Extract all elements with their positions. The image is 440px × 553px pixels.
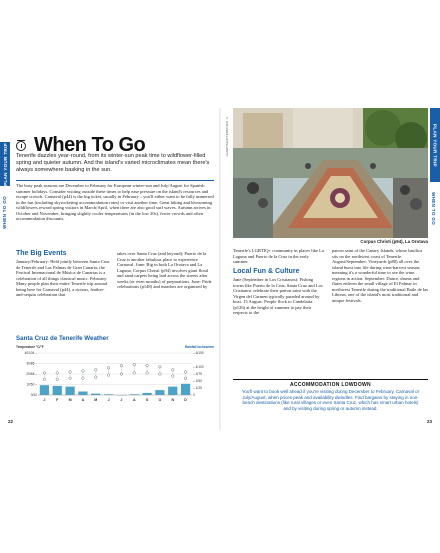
page-number-right: 23 <box>427 419 433 424</box>
temp-high-point <box>43 372 46 375</box>
rain-tick-label: – 4/100 <box>193 365 204 370</box>
temp-low-point <box>146 372 149 375</box>
rainfall-bar <box>155 390 164 395</box>
stopwatch-icon <box>16 139 29 152</box>
temp-high-point <box>120 364 123 367</box>
temp-tick-label: 30/86 – <box>26 361 37 366</box>
temp-low-point <box>82 377 85 380</box>
when-to-go-side-label: WHEN TO GO <box>2 196 7 230</box>
temp-high-point <box>159 365 162 368</box>
big-events-col2: takes over Santa Cruz (and beyond); Puerto de la Cruz is another fabulous place to experience Carnaval. June: Big in both La Orotava and La Laguna, Corpus Christi (p94) involves giant floral and sand carpets being laid across the streets after weeks (or even months) of preparations. June: Pride celebrations (p148) and marches are organised by <box>117 251 212 290</box>
temp-high-point <box>133 363 136 366</box>
local-fun-heading: Local Fun & Culture <box>233 268 300 275</box>
rainfall-bar <box>53 386 62 395</box>
rainfall-bar <box>40 385 49 395</box>
left-page <box>0 108 219 430</box>
temp-low-point <box>159 373 162 376</box>
intro-paragraph: The busy peak seasons are December to February for European winter-sun and July/August for Spanish summer holidays. Consider visiting outside these times to help ease pressure on the island's resources and escape crowds. Carnaval (p44) is the big ticket, usually in February – you'll either want to be fully immersed in the fun (including skyrocketing accommodation rates) or visit another time. Great hiking and blossoming wildflowers reward spring visitors in March/April, when there are also good surf waves. Autumn arrives in October and November, bringing slightly cooler temperatures (in the low 20s), fewer crowds and often accommodation discounts. <box>16 183 214 222</box>
lede-divider <box>16 180 214 181</box>
flower-carpet-illustration <box>233 108 428 238</box>
temp-high-point <box>94 369 97 372</box>
photo-credit: ALAMY/SHUTTERSTOCK © <box>225 116 229 157</box>
rain-tick-label: – 3/75 <box>193 372 202 377</box>
temperature-axis-label: Temperature °C/°F <box>16 345 44 349</box>
corpus-christi-photo <box>233 108 428 238</box>
temp-low-point <box>120 373 123 376</box>
month-tick-label: A <box>81 398 85 402</box>
intro-lede: Tenerife dazzles year-round, from its winter-sun peak time to wildflower-filled spring and quieter autumn. And the island's varied microclimates mean there's always somewhere basking in the sun. <box>16 153 210 173</box>
right-page <box>221 108 440 430</box>
temp-low-point <box>184 377 187 380</box>
photo-caption: Corpus Christi (p94), La Orotava <box>360 239 428 244</box>
local-fun-col1: June (September in Los Cristianos): Fishing towns like Puerto de la Cruz, Santa Cruz and Los Cristianos celebrate their patron saint with the Virgen del Carmen typically paraded around by boat. 15 August: People flock to Candelaria (p126) at the height of summer to pay their respects to the <box>233 277 323 316</box>
accommodation-title: ACCOMMODATION LOWDOWN <box>290 382 371 388</box>
temp-high-point <box>184 371 187 374</box>
temp-low-point <box>43 378 46 381</box>
temp-low-point <box>133 372 136 375</box>
temp-high-point <box>107 366 110 369</box>
month-tick-label: M <box>94 398 98 402</box>
temp-high-point <box>56 372 59 375</box>
local-fun-col2: patron saint of the Canary Islands, whose basilica sits on the northwest coast of Tenerife. August/September: Vineyards (p80) all over the island burst into life during wine-harvest season, meaning it's a wonderful time to see the wine regions in action. September: Dance, drums and flutes enliven the small village of El Palmar in northwest Tenerife during the traditional Baile de las Libreas, one of the island's most traditional and unique festivals. <box>332 248 428 303</box>
temp-tick-label: 0/32 <box>30 393 37 398</box>
month-tick-label: D <box>184 398 187 402</box>
page-title: When To Go <box>34 134 146 156</box>
month-tick-label: S <box>145 398 149 402</box>
month-tick-label: M <box>68 398 72 402</box>
when-to-go-side-label-right: WHEN TO GO <box>431 192 436 226</box>
temp-high-point <box>82 370 85 373</box>
rainfall-bar <box>78 392 87 396</box>
page-number-left: 22 <box>8 419 14 424</box>
guidebook-spread <box>0 108 440 430</box>
temp-low-point <box>56 378 59 381</box>
rainfall-bar <box>168 387 177 395</box>
weather-chart <box>16 343 214 407</box>
weather-chart-svg <box>16 343 214 407</box>
plan-your-trip-tab[interactable]: PLAN YOUR TRIP <box>0 142 10 186</box>
month-tick-label: A <box>132 398 136 402</box>
month-tick-label: N <box>171 398 175 402</box>
rainfall-bar <box>91 394 100 395</box>
accommodation-box <box>233 379 428 417</box>
month-tick-label: J <box>107 398 110 402</box>
temp-high-point <box>69 371 72 374</box>
temp-tick-label: 10/50 – <box>26 382 37 387</box>
month-tick-label: J <box>43 398 46 402</box>
month-tick-label: J <box>120 398 123 402</box>
big-events-heading: The Big Events <box>16 250 67 257</box>
temp-low-point <box>94 376 97 379</box>
pride-continued: Tenerife's LGBTIQ+ community in places like La Laguna and Puerto de la Cruz in the early summer. <box>233 248 324 265</box>
month-tick-label: O <box>158 398 162 402</box>
temp-low-point <box>171 375 174 378</box>
temp-tick-label: 40/104 – <box>24 351 37 356</box>
plan-your-trip-tab-right[interactable]: PLAN YOUR TRIP <box>430 108 440 182</box>
rain-tick-label: 0 <box>193 393 195 398</box>
weather-chart-title: Santa Cruz de Tenerife Weather <box>16 335 109 342</box>
temp-tick-label: 20/68 – <box>26 372 37 377</box>
accommodation-text: You'll want to book well ahead if you're visiting during December to February, Carnaval or July/August, when prices peak and availability dwindles. Find bargains by staying in non-beach destinations (like rural villages or even Santa Cruz, which has smart urban hotels) and by visiting during spring or autumn instead. <box>241 389 420 411</box>
temp-high-point <box>171 369 174 372</box>
rain-tick-label: – 1/25 <box>193 386 202 391</box>
rainfall-bar <box>181 384 190 395</box>
big-events-col1: January/February: Held jointly between Santa Cruz de Tenerife and Las Palmas de Gran Canaria, the Festival Internacional de Música de Canarias is a celebration of all things classical music. February: Many people plan their entire Tenerife trip around being here for Carnaval (p44), a riotous, feather-and-sequin celebration that <box>16 259 110 298</box>
rainfall-bar <box>142 393 151 395</box>
rainfall-bar <box>65 387 74 395</box>
rain-tick-label: – 2/50 <box>193 379 202 384</box>
rain-tick-label: – 6/150 <box>193 351 204 356</box>
temp-high-point <box>146 364 149 367</box>
rainfall-axis-label: Rainfall inches/mm <box>184 345 214 349</box>
month-tick-label: F <box>56 398 59 402</box>
temp-low-point <box>69 377 72 380</box>
temp-low-point <box>107 374 110 377</box>
